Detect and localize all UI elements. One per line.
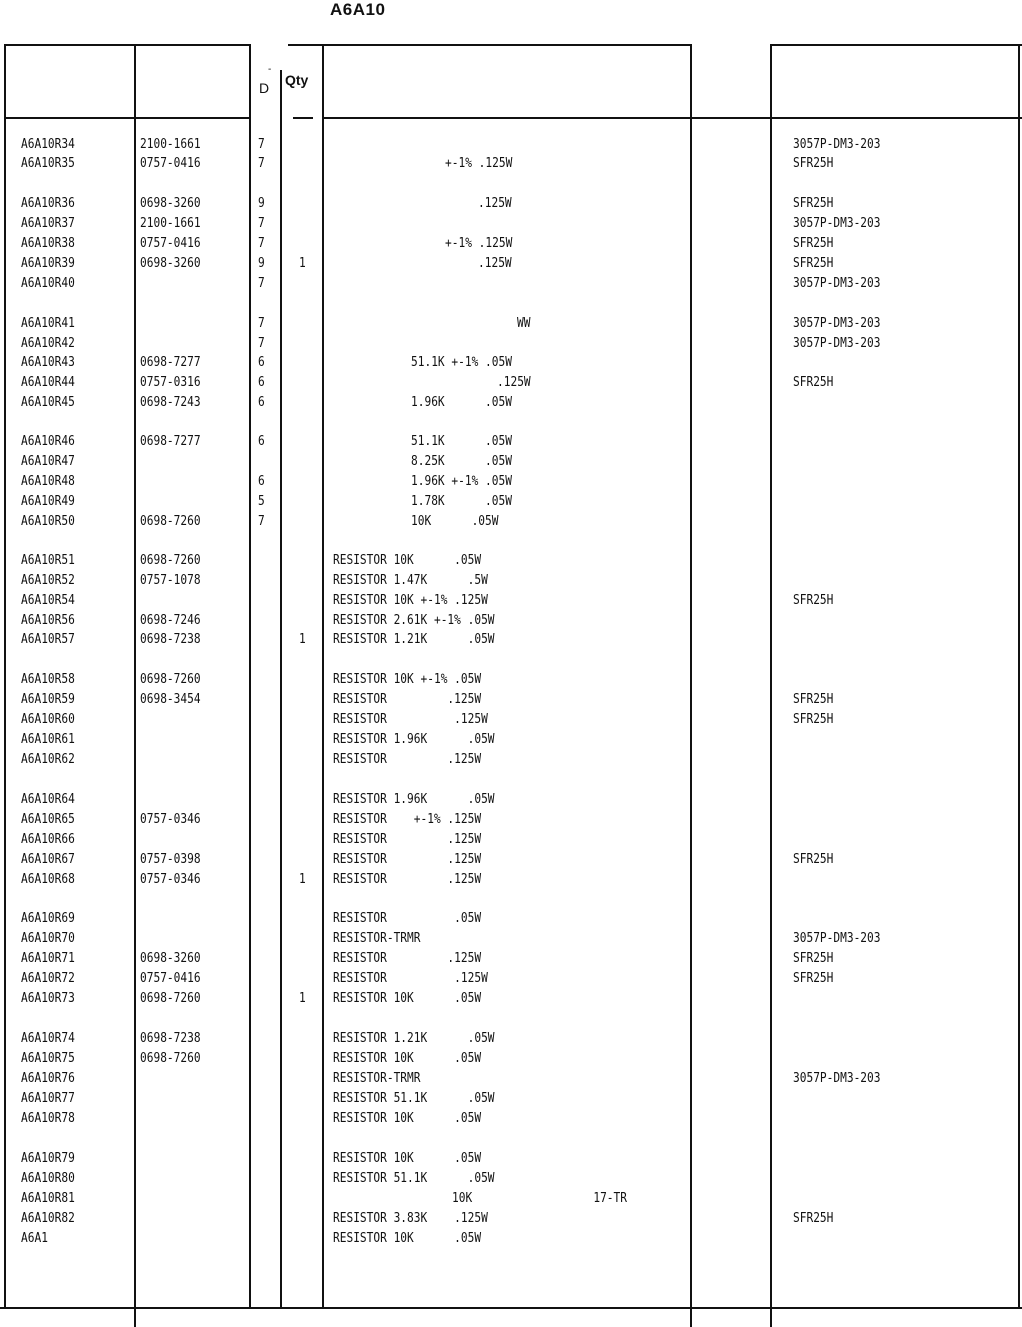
row-ref: A6A10R64 xyxy=(21,792,75,807)
row-description: RESISTOR .125W xyxy=(333,692,482,707)
row-d: 6 xyxy=(258,474,265,489)
header-d: D xyxy=(259,80,270,96)
row-ref: A6A10R35 xyxy=(21,156,75,171)
row-part-number: 0698-7238 xyxy=(140,632,201,647)
row-ref: A6A10R61 xyxy=(21,732,75,747)
row-description: RESISTOR-TRMR xyxy=(333,931,421,946)
row-ref: A6A10R56 xyxy=(21,613,75,628)
row-mfr-part: 3057P-DM3-203 xyxy=(793,216,881,231)
row-description: 51.1K .05W xyxy=(411,434,512,449)
row-description: RESISTOR 51.1K .05W xyxy=(333,1091,495,1106)
row-ref: A6A10R38 xyxy=(21,236,75,251)
row-ref: A6A10R65 xyxy=(21,812,75,827)
row-qty: 1 xyxy=(299,632,306,647)
row-mfr-part: 3057P-DM3-203 xyxy=(793,316,881,331)
row-description: RESISTOR .125W xyxy=(333,971,488,986)
row-part-number: 0698-7260 xyxy=(140,672,201,687)
row-part-number: 0698-3260 xyxy=(140,256,201,271)
row-description: RESISTOR 1.47K .5W xyxy=(333,573,488,588)
row-ref: A6A10R45 xyxy=(21,395,75,410)
row-description: RESISTOR 10K .05W xyxy=(333,1051,482,1066)
row-part-number: 0757-0416 xyxy=(140,971,201,986)
row-ref: A6A10R51 xyxy=(21,553,75,568)
row-description: WW xyxy=(517,316,531,331)
header-divider xyxy=(4,117,250,119)
row-part-number: 0698-7238 xyxy=(140,1031,201,1046)
row-description: 8.25K .05W xyxy=(411,454,512,469)
row-ref: A6A10R52 xyxy=(21,573,75,588)
row-part-number: 0757-1078 xyxy=(140,573,201,588)
row-ref: A6A10R79 xyxy=(21,1151,75,1166)
row-ref: A6A10R44 xyxy=(21,375,75,390)
row-ref: A6A10R78 xyxy=(21,1111,75,1126)
column-separator xyxy=(4,44,6,1308)
row-description: RESISTOR 10K .05W xyxy=(333,553,482,568)
row-qty: 1 xyxy=(299,256,306,271)
row-d: 5 xyxy=(258,494,265,509)
row-description: RESISTOR +-1% .125W xyxy=(333,812,482,827)
row-part-number: 0757-0316 xyxy=(140,375,201,390)
table-bottom-border xyxy=(0,1307,1022,1309)
table-top-border xyxy=(771,44,1022,46)
row-description: RESISTOR 1.21K .05W xyxy=(333,632,495,647)
row-description: RESISTOR .125W xyxy=(333,951,482,966)
row-ref: A6A10R80 xyxy=(21,1171,75,1186)
row-description: RESISTOR 10K .05W xyxy=(333,1111,482,1126)
row-ref: A6A10R68 xyxy=(21,872,75,887)
row-description: RESISTOR 1.96K .05W xyxy=(333,792,495,807)
row-ref: A6A10R42 xyxy=(21,336,75,351)
row-description: +-1% .125W xyxy=(445,156,513,171)
row-ref: A6A10R49 xyxy=(21,494,75,509)
row-d: 7 xyxy=(258,316,265,331)
row-mfr-part: SFR25H xyxy=(793,196,834,211)
row-d: 7 xyxy=(258,336,265,351)
row-description: RESISTOR 10K .05W xyxy=(333,1151,482,1166)
row-mfr-part: 3057P-DM3-203 xyxy=(793,276,881,291)
row-mfr-part: SFR25H xyxy=(793,712,834,727)
column-separator xyxy=(280,70,282,1308)
row-description: RESISTOR .125W xyxy=(333,832,482,847)
row-part-number: 2100-1661 xyxy=(140,216,201,231)
row-ref: A6A10R43 xyxy=(21,355,75,370)
row-d: 7 xyxy=(258,276,265,291)
row-d: 7 xyxy=(258,236,265,251)
row-description: RESISTOR 51.1K .05W xyxy=(333,1171,495,1186)
row-part-number: 0757-0346 xyxy=(140,872,201,887)
row-description: RESISTOR .125W xyxy=(333,712,488,727)
row-description: 1.96K .05W xyxy=(411,395,512,410)
row-ref: A6A10R70 xyxy=(21,931,75,946)
header-divider xyxy=(293,117,313,119)
row-ref: A6A10R71 xyxy=(21,951,75,966)
row-mfr-part: SFR25H xyxy=(793,156,834,171)
row-mfr-part: SFR25H xyxy=(793,593,834,608)
row-description: RESISTOR 1.96K .05W xyxy=(333,732,495,747)
row-ref: A6A10R47 xyxy=(21,454,75,469)
row-description: RESISTOR .125W xyxy=(333,872,482,887)
row-ref: A6A10R74 xyxy=(21,1031,75,1046)
page-title: A6A10 xyxy=(330,0,386,19)
row-ref: A6A10R59 xyxy=(21,692,75,707)
row-mfr-part: SFR25H xyxy=(793,1211,834,1226)
row-part-number: 0757-0346 xyxy=(140,812,201,827)
row-description: .125W xyxy=(478,196,512,211)
row-description: 1.96K +-1% .05W xyxy=(411,474,512,489)
row-d: 9 xyxy=(258,256,265,271)
row-d: 7 xyxy=(258,514,265,529)
row-ref: A6A10R66 xyxy=(21,832,75,847)
row-description: RESISTOR .125W xyxy=(333,752,482,767)
row-d: 9 xyxy=(258,196,265,211)
row-description: RESISTOR .125W xyxy=(333,852,482,867)
row-ref: A6A10R40 xyxy=(21,276,75,291)
row-d: 7 xyxy=(258,156,265,171)
row-mfr-part: SFR25H xyxy=(793,256,834,271)
row-description: .125W xyxy=(478,256,512,271)
row-description: RESISTOR-TRMR xyxy=(333,1071,421,1086)
row-part-number: 0698-7260 xyxy=(140,1051,201,1066)
row-description: .125W xyxy=(497,375,531,390)
row-part-number: 0698-3454 xyxy=(140,692,201,707)
row-description: RESISTOR 10K .05W xyxy=(333,1231,482,1246)
row-description: RESISTOR .05W xyxy=(333,911,482,926)
row-ref: A6A10R36 xyxy=(21,196,75,211)
row-ref: A6A10R46 xyxy=(21,434,75,449)
header-tick: - xyxy=(268,64,272,75)
row-part-number: 0698-7243 xyxy=(140,395,201,410)
row-mfr-part: SFR25H xyxy=(793,236,834,251)
row-qty: 1 xyxy=(299,872,306,887)
row-mfr-part: SFR25H xyxy=(793,971,834,986)
row-d: 6 xyxy=(258,375,265,390)
column-separator xyxy=(134,44,136,1327)
row-mfr-part: SFR25H xyxy=(793,375,834,390)
row-description: RESISTOR 10K +-1% .125W xyxy=(333,593,488,608)
row-mfr-part: 3057P-DM3-203 xyxy=(793,931,881,946)
row-mfr-part: SFR25H xyxy=(793,951,834,966)
row-ref: A6A10R41 xyxy=(21,316,75,331)
row-d: 6 xyxy=(258,434,265,449)
row-mfr-part: 3057P-DM3-203 xyxy=(793,1071,881,1086)
row-ref: A6A10R39 xyxy=(21,256,75,271)
row-ref: A6A1 xyxy=(21,1231,48,1246)
row-ref: A6A10R62 xyxy=(21,752,75,767)
row-part-number: 0698-7277 xyxy=(140,355,201,370)
row-part-number: 0698-7260 xyxy=(140,991,201,1006)
row-ref: A6A10R58 xyxy=(21,672,75,687)
row-mfr-part: 3057P-DM3-203 xyxy=(793,336,881,351)
row-part-number: 2100-1661 xyxy=(140,137,201,152)
row-ref: A6A10R76 xyxy=(21,1071,75,1086)
row-ref: A6A10R81 xyxy=(21,1191,75,1206)
row-ref: A6A10R75 xyxy=(21,1051,75,1066)
row-part-number: 0757-0416 xyxy=(140,156,201,171)
row-part-number: 0698-3260 xyxy=(140,951,201,966)
table-top-border xyxy=(288,44,690,46)
row-description: RESISTOR 10K +-1% .05W xyxy=(333,672,482,687)
row-part-number: 0698-3260 xyxy=(140,196,201,211)
row-ref: A6A10R72 xyxy=(21,971,75,986)
row-description: RESISTOR 10K .05W xyxy=(333,991,482,1006)
row-part-number: 0698-7277 xyxy=(140,434,201,449)
row-d: 6 xyxy=(258,355,265,370)
row-description: +-1% .125W xyxy=(445,236,513,251)
row-ref: A6A10R82 xyxy=(21,1211,75,1226)
row-d: 6 xyxy=(258,395,265,410)
row-description: 51.1K +-1% .05W xyxy=(411,355,512,370)
column-separator xyxy=(1018,44,1020,1308)
column-separator xyxy=(322,44,324,1308)
row-description: RESISTOR 1.21K .05W xyxy=(333,1031,495,1046)
row-mfr-part: 3057P-DM3-203 xyxy=(793,137,881,152)
row-ref: A6A10R50 xyxy=(21,514,75,529)
header-qty: Qty xyxy=(285,72,309,88)
row-ref: A6A10R69 xyxy=(21,911,75,926)
row-description: RESISTOR 3.83K .125W xyxy=(333,1211,488,1226)
row-description: 10K .05W xyxy=(411,514,499,529)
row-part-number: 0698-7246 xyxy=(140,613,201,628)
header-divider xyxy=(324,117,1022,119)
row-qty: 1 xyxy=(299,991,306,1006)
row-ref: A6A10R77 xyxy=(21,1091,75,1106)
table-top-border xyxy=(4,44,250,46)
row-ref: A6A10R67 xyxy=(21,852,75,867)
row-ref: A6A10R73 xyxy=(21,991,75,1006)
row-ref: A6A10R48 xyxy=(21,474,75,489)
row-d: 7 xyxy=(258,137,265,152)
row-mfr-part: SFR25H xyxy=(793,692,834,707)
row-mfr-part: SFR25H xyxy=(793,852,834,867)
row-ref: A6A10R57 xyxy=(21,632,75,647)
row-part-number: 0698-7260 xyxy=(140,553,201,568)
column-separator xyxy=(249,44,251,1308)
row-description: RESISTOR 2.61K +-1% .05W xyxy=(333,613,495,628)
row-ref: A6A10R54 xyxy=(21,593,75,608)
row-description: 1.78K .05W xyxy=(411,494,512,509)
row-ref: A6A10R60 xyxy=(21,712,75,727)
row-part-number: 0757-0398 xyxy=(140,852,201,867)
row-description: 10K 17-TR xyxy=(452,1191,628,1206)
column-separator xyxy=(690,44,692,1327)
row-ref: A6A10R34 xyxy=(21,137,75,152)
row-ref: A6A10R37 xyxy=(21,216,75,231)
row-part-number: 0757-0416 xyxy=(140,236,201,251)
row-part-number: 0698-7260 xyxy=(140,514,201,529)
column-separator xyxy=(770,44,772,1327)
row-d: 7 xyxy=(258,216,265,231)
